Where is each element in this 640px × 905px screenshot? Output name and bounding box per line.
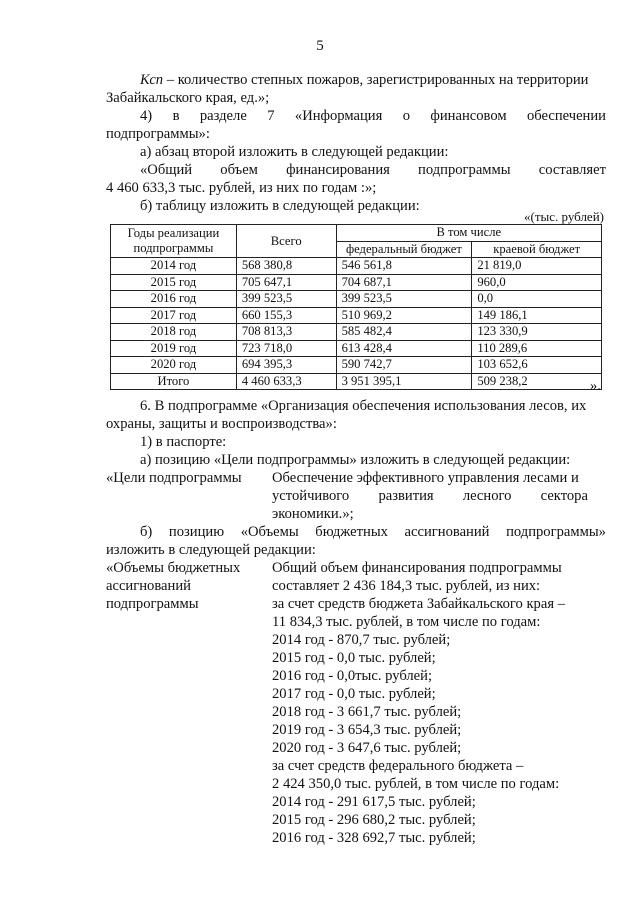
cell-year: 2020 год <box>111 357 237 374</box>
ksp-definition-line2: Забайкальского края, ед.»; <box>106 90 270 106</box>
word: объем <box>220 162 258 178</box>
cell-federal: 3 951 395,1 <box>336 373 472 390</box>
table-row <box>111 357 602 374</box>
word: финансовом <box>430 108 507 124</box>
word: устойчивого <box>272 488 350 504</box>
table-row <box>111 307 602 324</box>
volumes-text-line: составляет 2 436 184,3 тыс. рублей, из них: <box>272 578 541 594</box>
cell-regional: 960,0 <box>472 274 602 291</box>
volumes-text-line: 2018 год - 3 661,7 тыс. рублей; <box>272 704 462 720</box>
cell-year: 2017 год <box>111 307 237 324</box>
cell-total: 399 523,5 <box>236 291 336 308</box>
item6-b-line1 <box>140 523 606 541</box>
cell-total: 660 155,3 <box>236 307 336 324</box>
cell-federal: 704 687,1 <box>336 274 472 291</box>
item6-line1: 6. В подпрограмме «Организация обеспечения использования лесов, их <box>140 398 587 414</box>
cell-federal: 585 482,4 <box>336 324 472 341</box>
table-unit-label: «(тыс. рублей) <box>523 209 604 224</box>
cell-total: 705 647,1 <box>236 274 336 291</box>
cell-regional: 509 238,2 <box>472 373 602 390</box>
goals-text-line2 <box>272 487 588 505</box>
volumes-text-line: 2016 год - 328 692,7 тыс. рублей; <box>272 830 476 846</box>
cell-year: 2015 год <box>111 274 237 291</box>
word: бюджетных <box>315 524 388 540</box>
cell-federal: 546 561,8 <box>336 258 472 275</box>
word: б) <box>140 524 153 540</box>
cell-regional: 0,0 <box>472 291 602 308</box>
table-row <box>111 274 602 291</box>
item4-quote-line2: 4 460 633,3 тыс. рублей, из них по годам :»; <box>106 180 377 196</box>
cell-year: Итого <box>111 373 237 390</box>
volumes-text-line: 11 834,3 тыс. рублей, в том числе по годам: <box>272 614 541 630</box>
volumes-text-line: 2014 год - 870,7 тыс. рублей; <box>272 632 451 648</box>
cell-year: 2016 год <box>111 291 237 308</box>
volumes-text-line: 2015 год - 296 680,2 тыс. рублей; <box>272 812 476 828</box>
goals-text-line3: экономики.»; <box>272 506 354 522</box>
cell-federal: 399 523,5 <box>336 291 472 308</box>
cell-total: 568 380,8 <box>236 258 336 275</box>
volumes-label-line2: ассигнований <box>106 578 191 594</box>
word: составляет <box>538 162 606 178</box>
volumes-text-line: за счет средств бюджета Забайкальского края – <box>272 596 565 612</box>
cell-regional: 149 186,1 <box>472 307 602 324</box>
item6-a-line: а) позицию «Цели подпрограммы» изложить в следующей редакции: <box>140 452 571 468</box>
cell-regional: 21 819,0 <box>472 258 602 275</box>
word: развития <box>378 488 434 504</box>
volumes-text-line: за счет средств федерального бюджета – <box>272 758 524 774</box>
header-years: Годы реализации подпрограммы <box>111 225 237 258</box>
cell-regional: 103 652,6 <box>472 357 602 374</box>
item4-line1 <box>140 107 606 125</box>
word: о <box>402 108 410 124</box>
ksp-definition-line1 <box>140 71 589 89</box>
table-row <box>111 340 602 357</box>
word: лесного <box>462 488 512 504</box>
word: 7 <box>267 108 275 124</box>
cell-federal: 590 742,7 <box>336 357 472 374</box>
cell-regional: 123 330,9 <box>472 324 602 341</box>
cell-federal: 613 428,4 <box>336 340 472 357</box>
cell-federal: 510 969,2 <box>336 307 472 324</box>
cell-total: 694 395,3 <box>236 357 336 374</box>
volumes-text-line: 2017 год - 0,0 тыс. рублей; <box>272 686 436 702</box>
word: «Объемы <box>240 524 299 540</box>
item6-line2: охраны, защиты и воспроизводства»: <box>106 416 337 432</box>
cell-total: 708 813,3 <box>236 324 336 341</box>
header-including: В том числе <box>336 225 601 242</box>
word: подпрограммы» <box>506 524 606 540</box>
page-number: 5 <box>316 38 324 54</box>
volumes-text-line: Общий объем финансирования подпрограммы <box>272 560 562 576</box>
word: разделе <box>199 108 247 124</box>
table-row <box>111 258 602 275</box>
table-header-row <box>111 225 602 242</box>
volumes-text-line: 2019 год - 3 654,3 тыс. рублей; <box>272 722 462 738</box>
table-row <box>111 324 602 341</box>
item4-line2: подпрограммы»: <box>106 126 210 142</box>
cell-total: 723 718,0 <box>236 340 336 357</box>
item4-b-line: б) таблицу изложить в следующей редакции: <box>140 198 420 214</box>
ksp-definition-text: – количество степных пожаров, зарегистрированных на территории <box>163 72 589 88</box>
header-federal: федеральный бюджет <box>336 241 472 258</box>
table-closing-quote: ». <box>590 378 601 394</box>
cell-regional: 110 289,6 <box>472 340 602 357</box>
goals-label: «Цели подпрограммы <box>106 470 242 486</box>
table-row <box>111 291 602 308</box>
item4-quote-line1 <box>140 161 606 179</box>
cell-year: 2018 год <box>111 324 237 341</box>
goals-text-line1: Обеспечение эффективного управления лесами и <box>272 470 579 486</box>
cell-year: 2014 год <box>111 258 237 275</box>
volumes-text-line: 2014 год - 291 617,5 тыс. рублей; <box>272 794 476 810</box>
volumes-text-line: 2016 год - 0,0тыс. рублей; <box>272 668 433 684</box>
header-total: Всего <box>236 225 336 258</box>
word: 4) <box>140 108 153 124</box>
word: «Информация <box>294 108 383 124</box>
word: «Общий <box>140 162 193 178</box>
volumes-text-line: 2015 год - 0,0 тыс. рублей; <box>272 650 436 666</box>
volumes-label-line1: «Объемы бюджетных <box>106 560 241 576</box>
word: сектора <box>540 488 588 504</box>
volumes-text-line: 2020 год - 3 647,6 тыс. рублей; <box>272 740 462 756</box>
item6-sub1: 1) в паспорте: <box>140 434 227 450</box>
word: в <box>172 108 180 124</box>
header-regional: краевой бюджет <box>472 241 602 258</box>
volumes-label-line3: подпрограммы <box>106 596 199 612</box>
word: финансирования <box>286 162 390 178</box>
financing-table <box>110 224 602 390</box>
item6-b-line2: изложить в следующей редакции: <box>106 542 316 558</box>
ksp-symbol: Ксп <box>140 72 164 88</box>
cell-total: 4 460 633,3 <box>236 373 336 390</box>
word: ассигнований <box>404 524 490 540</box>
item4-a-line: а) абзац второй изложить в следующей редакции: <box>140 144 449 160</box>
word: подпрограммы <box>418 162 511 178</box>
word: позицию <box>168 524 225 540</box>
cell-year: 2019 год <box>111 340 237 357</box>
table-total-row <box>111 373 602 390</box>
volumes-text-line: 2 424 350,0 тыс. рублей, в том числе по годам: <box>272 776 560 792</box>
word: обеспечении <box>526 108 606 124</box>
